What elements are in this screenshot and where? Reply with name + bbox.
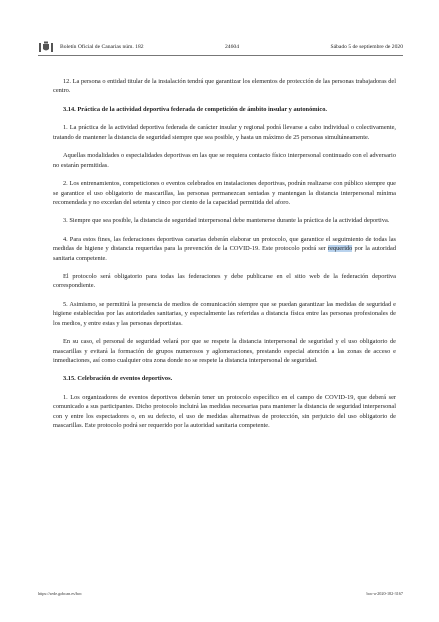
coat-of-arms-icon <box>38 41 54 53</box>
paragraph-1: 1. La práctica de la actividad deportiva federada de carácter insular y regional podrá llevarse a cabo individual o colectivamente, tratando de mantener la distancia de seguridad siempre que sea posible, y hasta un máximo de 25 personas simultáneamente. <box>53 124 396 141</box>
page-header <box>38 41 403 54</box>
page-number: 24604 <box>225 44 239 50</box>
paragraph-2: 2. Los entrenamientos, competiciones o eventos celebrados en instalaciones deportivas, podrán realizarse con público siempre que se garantice el uso obligatorio de mascarillas, las personas permanezcan sentadas y mantengan la distancia interpersonal mínima recomendada y no excedan del setenta y cinco por ciento de la capacidad permitida del aforo. <box>53 180 396 206</box>
paragraph-4 <box>53 235 396 263</box>
section-heading-3-14: 3.14. Práctica de la actividad deportiva federada de competición de ámbito insular y autonómico. <box>63 105 328 113</box>
page-footer <box>38 590 403 598</box>
paragraph-5-security: En su caso, el personal de seguridad velará por que se respete la distancia interpersonal de seguridad y el uso obligatorio de mascarillas y evitará la formación de grupos numerosos y aglomeraciones, prestando especial atención a las zonas de acceso e inmediaciones, así como cualquier otra zona donde no se respete la distancia interpersonal de seguridad. <box>53 338 396 364</box>
section-heading-3-15: 3.15. Celebración de eventos deportivos. <box>63 375 173 383</box>
footer-url[interactable]: https://sede.gobcan.es/boc <box>38 591 82 596</box>
paragraph-1-contact: Aquellas modalidades o especialidades deportivas en las que se requiera contacto físico interpersonal continuado con el adversario no estarán permitidas. <box>53 152 396 169</box>
header-divider <box>38 55 403 56</box>
document-body <box>53 77 396 440</box>
paragraph-4-end: por la autoridad sanitaria competente. <box>53 245 396 262</box>
footer-cve: boc-a-2020-182-3167 <box>366 591 403 596</box>
publication-title: Boletín Oficial de Canarias núm. 182 <box>60 44 144 50</box>
paragraph-3: 3. Siempre que sea posible, la distancia de seguridad interpersonal debe mantenerse durante la práctica de la actividad deportiva. <box>63 217 390 225</box>
paragraph-4-start: 4. Para estos fines, las federaciones deportivas canarias deberán elaborar un protocolo, que garantice el seguimiento de todas las medidas de higiene y distancia requeridas para la prevención de la COVID-19. Este protocolo podrá ser <box>53 235 396 253</box>
paragraph-4-protocol: El protocolo será obligatorio para todas las federaciones y debe publicarse en el sitio web de la federación deportiva correspondiente. <box>53 273 396 290</box>
paragraph-5: 5. Asimismo, se permitirá la presencia de medios de comunicación siempre que se puedan garantizar las medidas de seguridad e higiene establecidas por las autoridades sanitarias, y especialmente las referidas a distancia física entre las personas profesionales de los medios, y entre estas y las personas deportistas. <box>53 301 396 327</box>
publication-date: Sábado 5 de septiembre de 2020 <box>330 44 403 50</box>
paragraph-events-1: 1. Los organizadores de eventos deportivos deberán tener un protocolo específico en el campo de COVID-19, que deberá ser comunicado a sus participantes. Dicho protocolo incluirá las medidas necesarias para mantener la distancia de seguridad interpersonal con y entre los espectadores o, en su defecto, el uso de medidas alternativas de protección, sin perjuicio del uso obligatorio de mascarillas. Este protocolo podrá ser requerido por la autoridad sanitaria competente. <box>53 393 396 429</box>
paragraph-12: 12. La persona o entidad titular de la instalación tendrá que garantizar los elementos de protección de las personas trabajadoras del centro. <box>53 78 396 95</box>
highlighted-word[interactable]: requerido <box>328 245 353 253</box>
